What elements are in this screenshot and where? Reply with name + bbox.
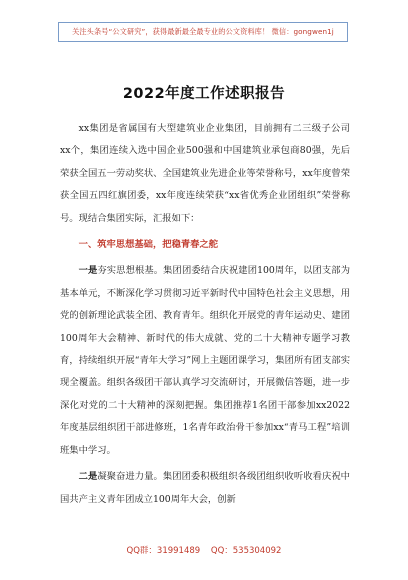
document-body [60, 118, 350, 511]
footer-qq: QQ：535304092 [210, 546, 282, 556]
paragraph-1 [60, 260, 350, 462]
document-title: 2022年度工作述职报告 [122, 86, 286, 102]
promo-banner-text: 关注头条号“公文研究”，获得最新最全最专业的公文资料库！ 微信：gongwen1j [72, 27, 334, 36]
footer-contact [0, 544, 408, 556]
promo-banner [58, 22, 348, 42]
paragraph-2-text: 凝聚奋进力量。集团团委积极组织各级团组织收听收看庆祝中国共产主义青年团成立100周年大会，创新 [60, 471, 350, 505]
intro-paragraph: xx集团是省属国有大型建筑业企业集团，目前拥有二三级子公司xx个，集团连续入选中国企业500强和中国建筑业承包商80强，先后荣获全国五一劳动奖状、全国建筑业先进企业等荣誉称号，xx年度曾荣获全国五四红旗团委，xx年度连续荣获“xx省优秀企业团组织”荣誉称号。现结合集团实际，汇报如下： [60, 123, 350, 224]
footer-qq-group: QQ群：31991489 [126, 546, 201, 556]
paragraph-1-lead: 一是 [78, 265, 98, 277]
section-heading: 一、筑牢思想基础，把稳青春之舵 [78, 239, 219, 251]
paragraph-2-lead: 二是 [78, 471, 98, 483]
paragraph-2 [60, 466, 350, 511]
paragraph-1-text: 夯实思想根基。集团团委结合庆祝建团100周年，以团支部为基本单元，不断深化学习贯彻习近平新时代中国特色社会主义思想，用党的创新理论武装全团、教育青年。组织化开展党的青年运动史、建团100周年大会精神、新时代的伟大成就、党的二十大精神专题学习教育，持续组织开展“青年大学习”网上主题团课学习，集团所有团支部实现全覆盖。组织各级团干部认真学习交流研讨，开展微信答题，进一步深化对党的二十大精神的深刻把握。集团推荐1名团干部参加xx2022年度基层组织团干部进修班，1名青年政治骨干参加xx“青马工程”培训班集中学习。 [60, 265, 350, 456]
